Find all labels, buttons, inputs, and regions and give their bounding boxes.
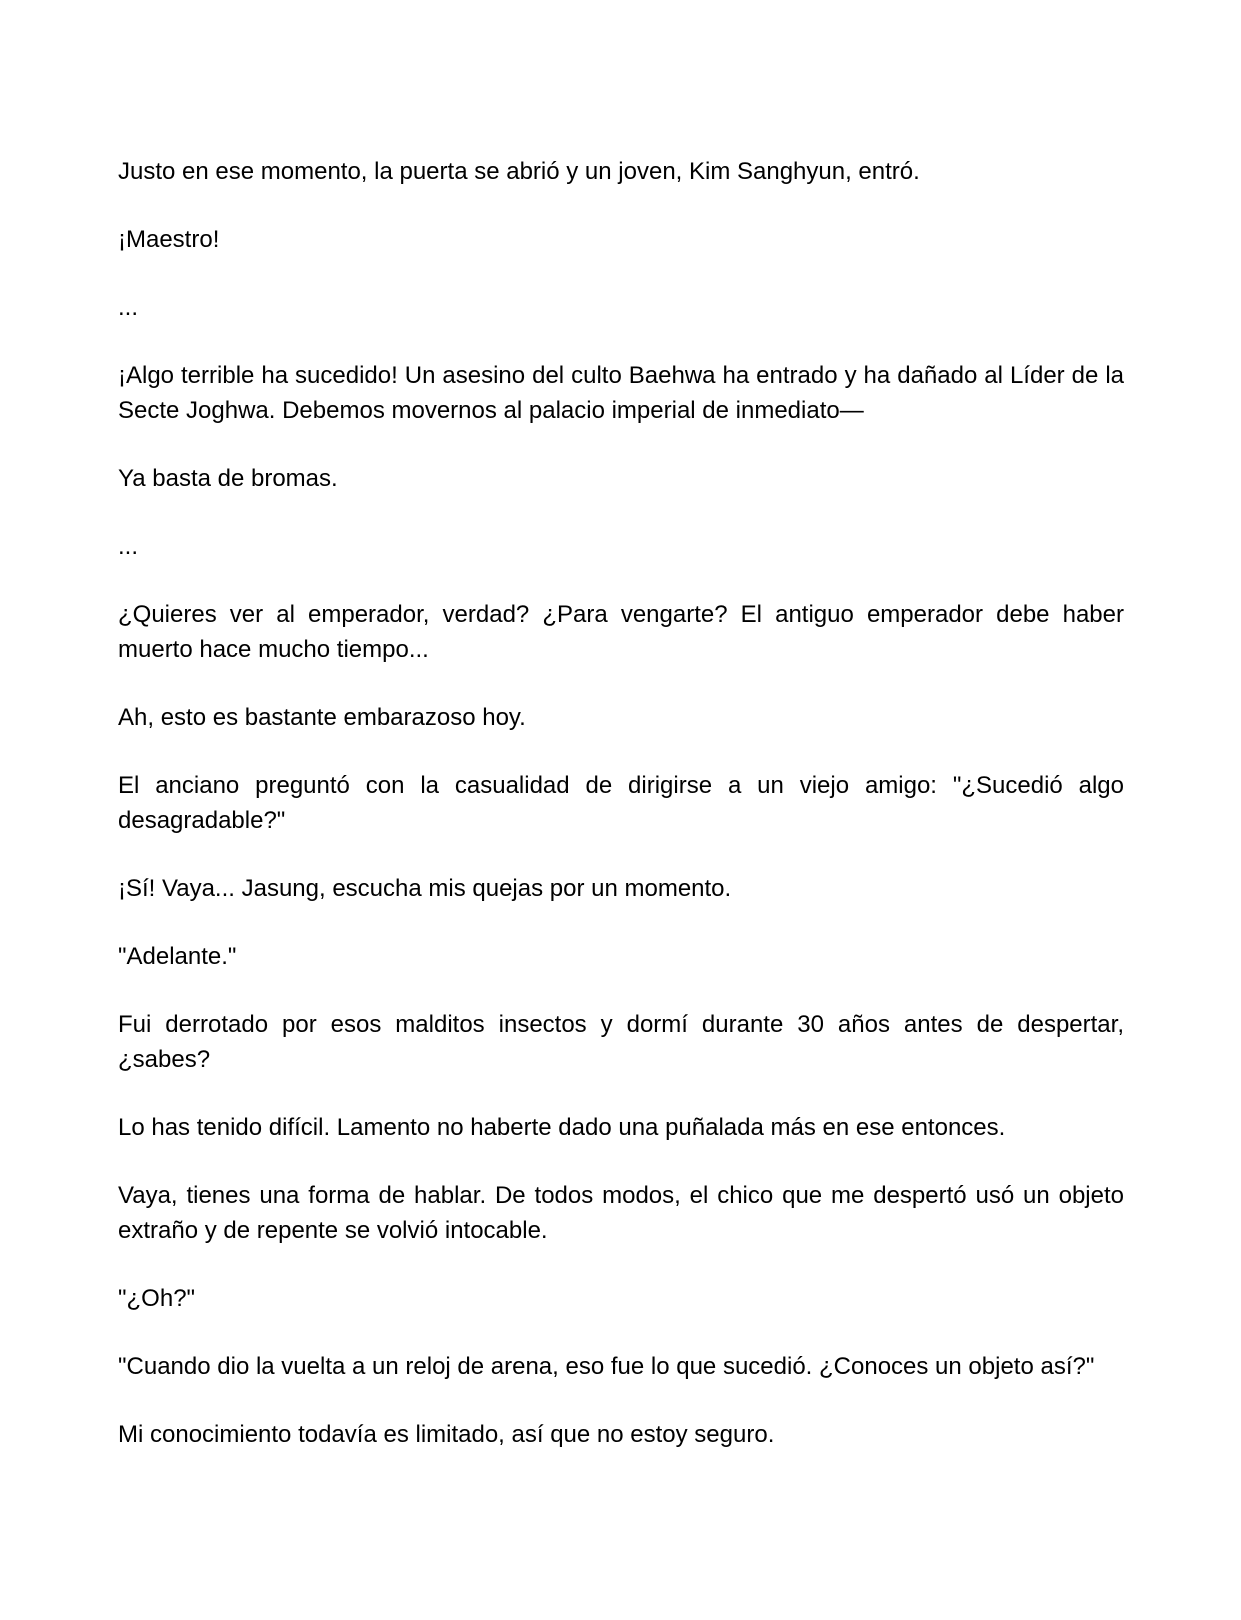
- paragraph: Fui derrotado por esos malditos insectos y dormí durante 30 años antes de despertar, ¿sabes?: [118, 1011, 1124, 1073]
- document-body: [118, 154, 1124, 1485]
- paragraph: Mi conocimiento todavía es limitado, así que no estoy seguro.: [118, 1421, 775, 1448]
- paragraph: Ya basta de bromas.: [118, 465, 338, 492]
- paragraph: Lo has tenido difícil. Lamento no haberte dado una puñalada más en ese entonces.: [118, 1114, 1006, 1141]
- paragraph: ¡Maestro!: [118, 226, 220, 253]
- paragraph: "¿Oh?": [118, 1285, 196, 1312]
- paragraph: El anciano preguntó con la casualidad de dirigirse a un viejo amigo: "¿Sucedió algo desagradable?": [118, 772, 1124, 834]
- paragraph: Ah, esto es bastante embarazoso hoy.: [118, 704, 526, 731]
- paragraph: ...: [118, 294, 139, 321]
- paragraph: ¿Quieres ver al emperador, verdad? ¿Para vengarte? El antiguo emperador debe haber muerto hace mucho tiempo...: [118, 601, 1124, 663]
- paragraph: "Adelante.": [118, 943, 237, 970]
- paragraph: ¡Algo terrible ha sucedido! Un asesino del culto Baehwa ha entrado y ha dañado al Líder de la Secte Joghwa. Debemos movernos al palacio imperial de inmediato—: [118, 362, 1124, 424]
- paragraph: ¡Sí! Vaya... Jasung, escucha mis quejas por un momento.: [118, 875, 732, 902]
- paragraph: Justo en ese momento, la puerta se abrió y un joven, Kim Sanghyun, entró.: [118, 158, 920, 185]
- paragraph: "Cuando dio la vuelta a un reloj de arena, eso fue lo que sucedió. ¿Conoces un objeto así?": [118, 1353, 1095, 1380]
- paragraph: Vaya, tienes una forma de hablar. De todos modos, el chico que me despertó usó un objeto extraño y de repente se volvió intocable.: [118, 1182, 1124, 1244]
- paragraph: ...: [118, 533, 139, 560]
